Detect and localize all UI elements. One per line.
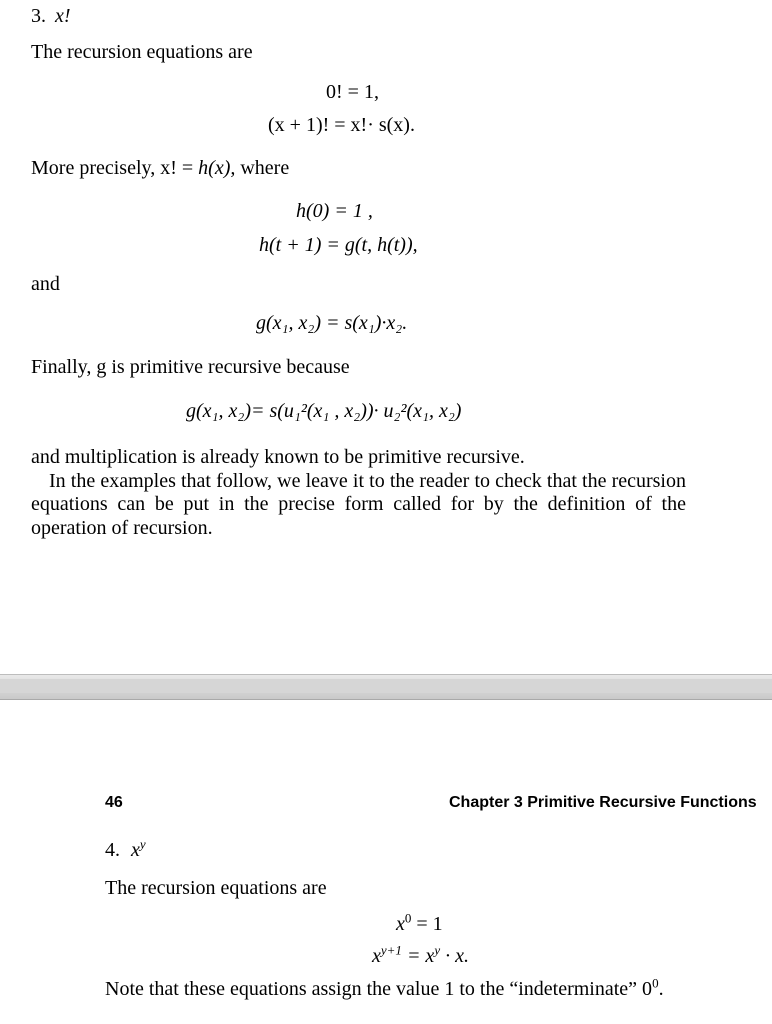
- power-base-rest: = 1: [411, 913, 443, 935]
- power-recursive-case: [372, 944, 469, 968]
- note-text: Note that these equations assign the value 1 to the “indeterminate” 0: [105, 978, 653, 1000]
- page-separator: [0, 674, 772, 700]
- more-precisely-line: [31, 156, 289, 180]
- indeterminate-note: [105, 977, 664, 1001]
- recursion-intro-2: The recursion equations are: [105, 877, 327, 899]
- item-3-number: 3.: [31, 5, 46, 27]
- item-3-heading: [31, 4, 71, 28]
- paragraph-rest: In the examples that follow, we leave it to the reader to check that the recursion equations can be put in the precise form called for by the definition of the operation of recursion.: [31, 469, 686, 539]
- item-4-base: x: [131, 839, 140, 861]
- item-4-heading: [105, 838, 146, 862]
- note-exponent: 0: [652, 975, 659, 991]
- equation-g: g(x₁, x₂) = s(x₁)·x₂.: [256, 312, 408, 334]
- equation-h-base: h(0) = 1 ,: [296, 200, 373, 222]
- and-word: and: [31, 273, 60, 295]
- power-rec-exponent: y+1: [380, 942, 402, 958]
- page-number: 46: [105, 794, 123, 811]
- power-rec-rest: = x: [401, 945, 435, 967]
- power-rec-tail: · x.: [440, 945, 469, 967]
- precisely-hx: h(x),: [198, 157, 236, 179]
- item-4-title: [131, 836, 146, 861]
- power-base-case: [396, 912, 443, 936]
- item-3-title: x!: [55, 5, 71, 27]
- running-head: Chapter 3 Primitive Recursive Functions: [449, 794, 757, 811]
- equation-g-projection: g(x₁, x₂)= s(u₁²(x₁ , x₂))· u₂²(x₁, x₂): [186, 400, 462, 422]
- paragraph-line-1: and multiplication is already known to be primitive recursive.: [31, 446, 525, 468]
- precisely-suffix: where: [235, 157, 290, 179]
- equation-h-recursive: h(t + 1) = g(t, h(t)),: [259, 234, 418, 256]
- page-separator-band: [0, 679, 772, 693]
- power-rec-x: x: [372, 945, 381, 967]
- closing-paragraph: [31, 446, 686, 540]
- power-rec-exponent-2: y: [434, 942, 441, 958]
- equation-recursive-case: (x + 1)! = x!· s(x).: [268, 114, 415, 136]
- recursion-intro: The recursion equations are: [31, 41, 253, 63]
- equation-base-case: 0! = 1,: [326, 81, 379, 103]
- finally-line: Finally, g is primitive recursive because: [31, 356, 350, 378]
- item-4-number: 4.: [105, 839, 120, 861]
- item-4-exponent: y: [139, 836, 146, 852]
- precisely-prefix: More precisely, x! =: [31, 157, 199, 179]
- note-end: .: [658, 978, 664, 1000]
- power-base-exponent: 0: [404, 910, 412, 926]
- paragraph-body: [31, 470, 686, 541]
- power-base-x: x: [396, 913, 405, 935]
